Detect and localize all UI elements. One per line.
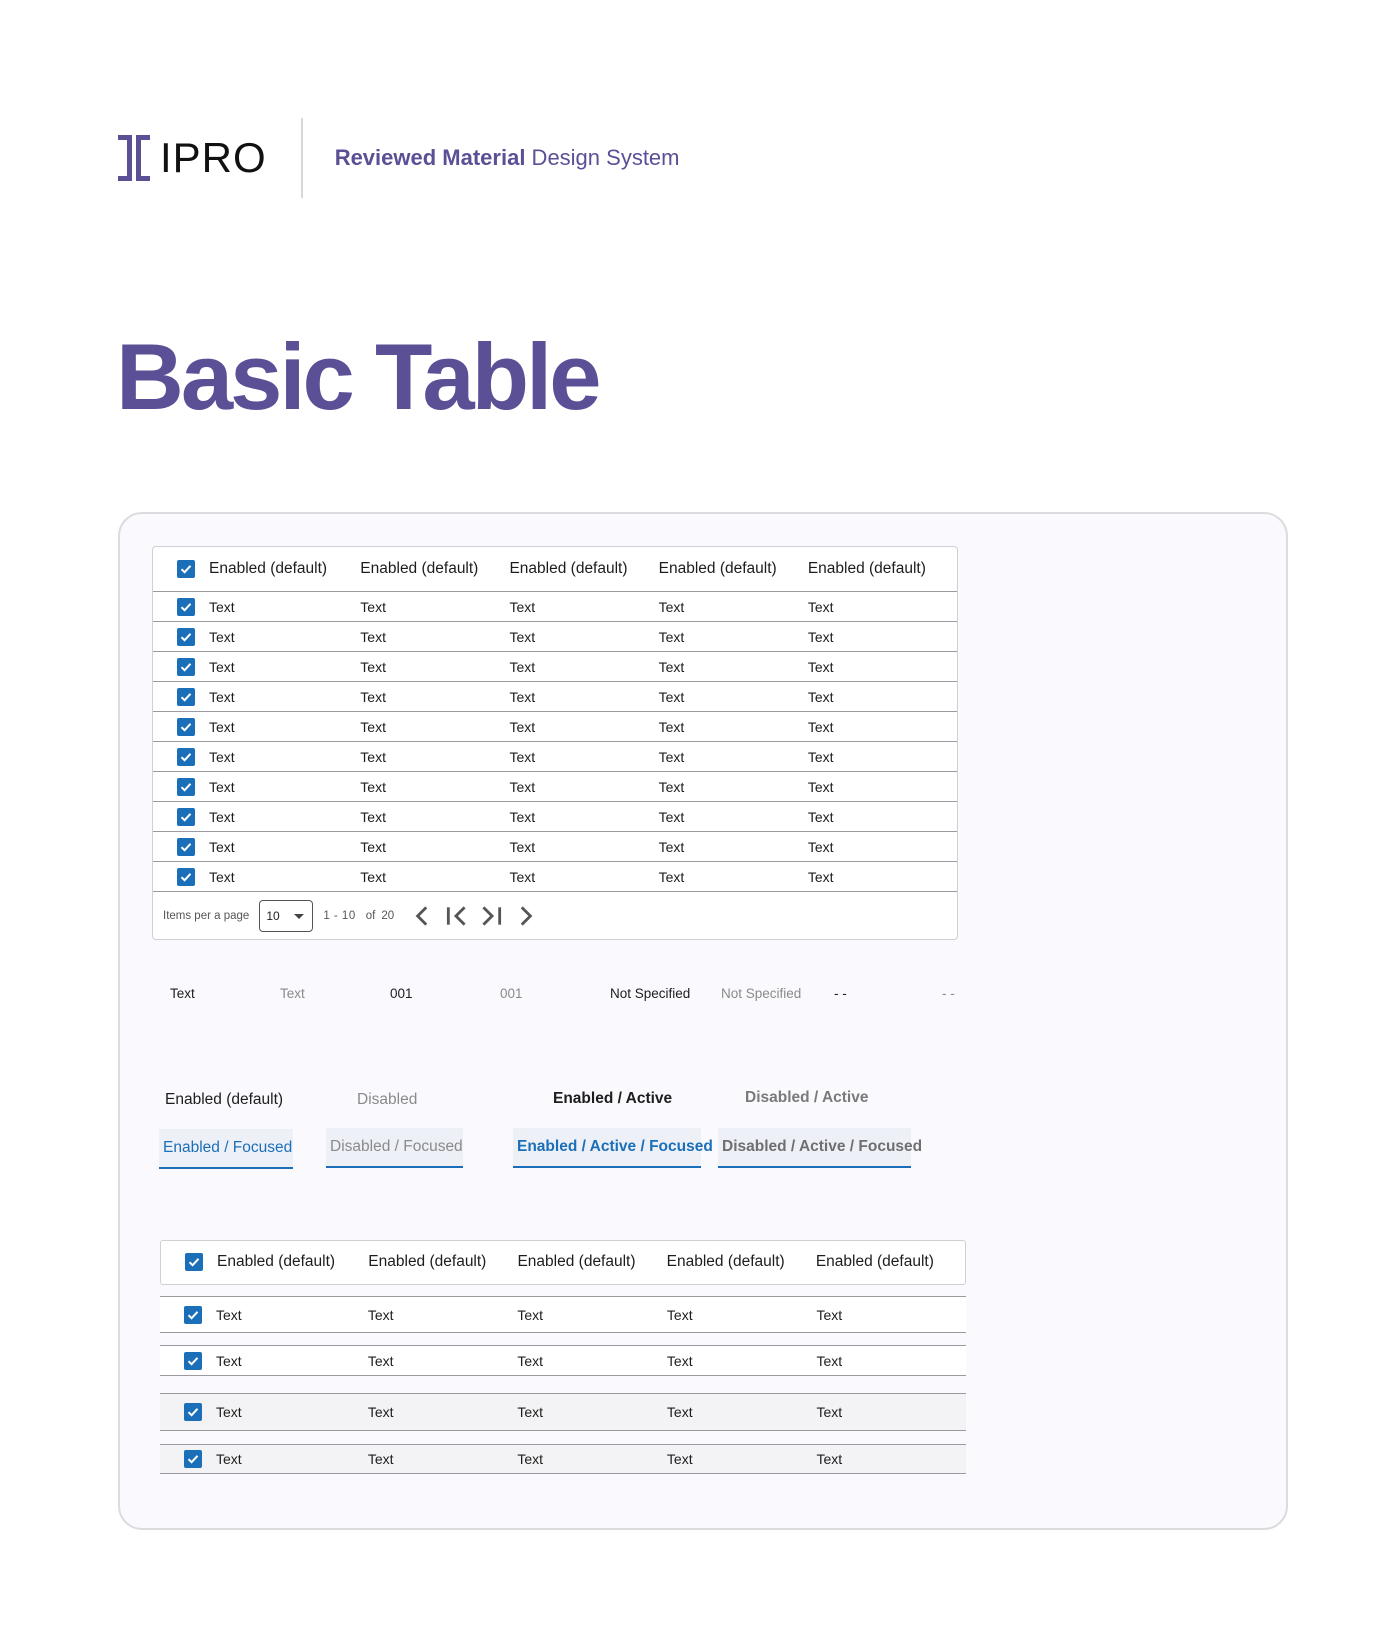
check-icon xyxy=(179,750,193,764)
check-icon xyxy=(179,720,193,734)
table-cell: Text xyxy=(807,838,834,855)
table-header-row xyxy=(160,1240,966,1285)
header-cell[interactable]: Enabled (default) xyxy=(807,560,926,577)
sample-not-specified-disabled: Not Specified xyxy=(721,986,802,1001)
items-per-page-select[interactable] xyxy=(259,900,313,932)
caret-down-icon xyxy=(294,914,304,919)
table-cell: Text xyxy=(360,658,386,675)
check-icon xyxy=(179,780,193,794)
table-cell: Text xyxy=(360,778,386,795)
table-row[interactable] xyxy=(153,592,957,622)
cell-text: Text xyxy=(209,598,235,615)
sample-number-enabled: 001 xyxy=(390,986,413,1001)
check-icon xyxy=(179,562,193,576)
table-cell: Text xyxy=(658,838,685,855)
table-cell: Text xyxy=(360,598,386,615)
check-icon xyxy=(179,810,193,824)
row-checkbox[interactable] xyxy=(177,868,195,886)
logo-text: IPRO xyxy=(160,134,267,181)
cell-text: Text xyxy=(216,1404,242,1420)
last-page-icon xyxy=(478,903,504,929)
table-cell xyxy=(160,1306,368,1324)
header-cell[interactable]: Enabled (default) xyxy=(509,560,628,577)
header-cell[interactable]: Enabled (default) xyxy=(666,1253,785,1270)
table-row[interactable] xyxy=(153,652,957,682)
table-cell: Text xyxy=(509,718,536,735)
table-cell xyxy=(160,1352,368,1370)
table-row[interactable] xyxy=(153,862,957,892)
table-cell: Text xyxy=(367,1306,394,1323)
brand-divider xyxy=(301,118,303,198)
ipro-logo xyxy=(118,118,267,198)
state-enabled-default[interactable]: Enabled (default) xyxy=(165,1091,284,1108)
header-label: Enabled (default) xyxy=(217,1253,336,1270)
sample-number-disabled: 001 xyxy=(500,986,523,1001)
page-of-label: of xyxy=(365,910,376,922)
table-cell: Text xyxy=(360,718,386,735)
table-cell: Text xyxy=(360,688,386,705)
table-cell: Text xyxy=(807,808,834,825)
page-title: Basic Table xyxy=(116,324,599,429)
table-cell: Text xyxy=(816,1451,843,1467)
table-row[interactable] xyxy=(160,1444,966,1474)
cell-text: Text xyxy=(209,808,235,825)
row-checkbox[interactable] xyxy=(177,598,195,616)
table-row[interactable] xyxy=(153,802,957,832)
select-all-checkbox[interactable] xyxy=(185,1253,203,1271)
table-row[interactable] xyxy=(153,712,957,742)
cell-text: Text xyxy=(209,868,235,885)
table-cell: Text xyxy=(360,808,386,825)
table-cell: Text xyxy=(360,628,386,645)
row-checkbox[interactable] xyxy=(184,1306,202,1324)
table-cell: Text xyxy=(509,808,536,825)
table-row[interactable] xyxy=(153,622,957,652)
table-row[interactable] xyxy=(153,742,957,772)
sample-dash-disabled: - - xyxy=(942,986,955,1001)
state-disabled-focused xyxy=(326,1128,463,1168)
table-cell: Text xyxy=(807,868,834,885)
table-cell: Text xyxy=(517,1451,544,1467)
table-cell xyxy=(160,1403,368,1421)
state-disabled: Disabled xyxy=(357,1091,418,1108)
state-label: Disabled / Active / Focused xyxy=(722,1138,923,1155)
chevron-left-icon xyxy=(410,903,436,929)
brand-subtitle xyxy=(335,145,680,171)
table-cell: Text xyxy=(658,868,685,885)
table-cell: Text xyxy=(509,868,536,885)
check-icon xyxy=(186,1308,200,1322)
check-icon xyxy=(179,600,193,614)
table-cell xyxy=(153,598,360,616)
first-page-icon xyxy=(444,903,470,929)
table-cell: Text xyxy=(658,748,685,765)
state-label: Enabled / Active / Focused xyxy=(517,1138,713,1155)
table-cell: Text xyxy=(509,748,536,765)
row-checkbox[interactable] xyxy=(177,658,195,676)
prev-page-button[interactable] xyxy=(406,900,440,932)
state-disabled-active-focused xyxy=(718,1128,923,1168)
table-cell: Text xyxy=(807,718,834,735)
check-icon xyxy=(179,690,193,704)
state-label: Disabled / Focused xyxy=(330,1138,463,1155)
table-cell: Text xyxy=(807,688,834,705)
table-row[interactable] xyxy=(160,1345,966,1376)
cell-text: Text xyxy=(216,1352,242,1369)
table-row[interactable] xyxy=(153,682,957,712)
cell-text: Text xyxy=(209,658,235,675)
table-cell: Text xyxy=(816,1404,843,1420)
state-enabled-focused[interactable] xyxy=(159,1129,293,1169)
chevron-right-icon xyxy=(512,903,538,929)
basic-table xyxy=(152,546,958,940)
row-checkbox[interactable] xyxy=(177,808,195,826)
row-checkbox[interactable] xyxy=(184,1450,202,1468)
state-disabled-active: Disabled / Active xyxy=(745,1089,869,1106)
table-header-row xyxy=(153,547,957,592)
table-cell: Text xyxy=(658,808,685,825)
cell-text: Text xyxy=(209,688,235,705)
table-cell: Text xyxy=(807,658,834,675)
table-cell: Text xyxy=(509,688,536,705)
table-cell: Text xyxy=(509,628,536,645)
table-cell: Text xyxy=(367,1451,394,1467)
table-cell xyxy=(153,808,360,826)
table-cell xyxy=(160,1450,368,1468)
cell-text: Text xyxy=(209,778,235,795)
page-total: 20 xyxy=(381,910,395,922)
cell-text: Text xyxy=(216,1306,242,1323)
sample-text-disabled: Text xyxy=(280,986,305,1001)
last-page-button[interactable] xyxy=(474,900,508,932)
check-icon xyxy=(186,1405,200,1419)
header-cell[interactable]: Enabled (default) xyxy=(517,1253,636,1270)
check-icon xyxy=(179,660,193,674)
row-checkbox[interactable] xyxy=(177,838,195,856)
sample-not-specified-enabled: Not Specified xyxy=(610,986,691,1001)
table-cell xyxy=(153,838,360,856)
header-cell[interactable]: Enabled (default) xyxy=(368,1253,487,1270)
header-cell[interactable]: Enabled (default) xyxy=(360,560,479,577)
table-cell: Text xyxy=(658,628,685,645)
items-per-page-label: Items per a page xyxy=(163,910,250,922)
table-cell: Text xyxy=(509,778,536,795)
table-cell: Text xyxy=(509,658,536,675)
table-cell: Text xyxy=(517,1404,544,1420)
row-checkbox[interactable] xyxy=(177,748,195,766)
table-cell xyxy=(153,868,360,886)
table-cell: Text xyxy=(367,1352,394,1369)
first-page-button[interactable] xyxy=(440,900,474,932)
row-checkbox[interactable] xyxy=(184,1403,202,1421)
table-cell xyxy=(153,658,360,676)
check-icon xyxy=(187,1255,201,1269)
table-cell: Text xyxy=(807,748,834,765)
check-icon xyxy=(179,870,193,884)
table-cell: Text xyxy=(360,748,386,765)
table-cell xyxy=(153,718,360,736)
check-icon xyxy=(179,630,193,644)
table-cell: Text xyxy=(509,838,536,855)
next-page-button[interactable] xyxy=(508,900,542,932)
table-cell: Text xyxy=(807,598,834,615)
table-cell: Text xyxy=(658,688,685,705)
table-row[interactable] xyxy=(160,1296,966,1333)
row-checkbox[interactable] xyxy=(177,778,195,796)
brand-header xyxy=(118,118,680,198)
select-all-checkbox[interactable] xyxy=(177,560,195,578)
items-per-page-value: 10 xyxy=(266,909,280,923)
table-cell: Text xyxy=(666,1404,693,1420)
cell-text: Text xyxy=(216,1451,242,1467)
row-checkbox[interactable] xyxy=(177,628,195,646)
cell-text: Text xyxy=(209,718,235,735)
state-label: Enabled / Focused xyxy=(163,1139,293,1156)
state-enabled-active-focused[interactable] xyxy=(513,1128,713,1168)
table-cell: Text xyxy=(517,1352,544,1369)
check-icon xyxy=(186,1452,200,1466)
table-cell: Text xyxy=(807,778,834,795)
pagination-bar xyxy=(153,892,957,940)
cell-text: Text xyxy=(209,838,235,855)
table-cell: Text xyxy=(666,1451,693,1467)
table-cell: Text xyxy=(360,838,386,855)
table-cell: Text xyxy=(816,1352,843,1369)
table-body xyxy=(153,592,957,892)
table-cell: Text xyxy=(666,1352,693,1369)
cell-text: Text xyxy=(209,748,235,765)
table-cell: Text xyxy=(509,598,536,615)
header-cell[interactable] xyxy=(161,1253,368,1271)
cell-text: Text xyxy=(209,628,235,645)
ipro-logo-mark-icon xyxy=(118,135,152,181)
table-cell: Text xyxy=(658,778,685,795)
table-cell: Text xyxy=(658,658,685,675)
table-cell: Text xyxy=(807,628,834,645)
header-label: Enabled (default) xyxy=(209,560,328,577)
header-cell[interactable]: Enabled (default) xyxy=(815,1253,934,1270)
table-row[interactable] xyxy=(160,1393,966,1431)
table-cell xyxy=(153,688,360,706)
header-cell[interactable]: Enabled (default) xyxy=(658,560,777,577)
brand-subtitle-bold: Reviewed Material xyxy=(334,145,526,170)
table-row[interactable] xyxy=(153,832,957,862)
brand-subtitle-rest: Design System xyxy=(525,145,680,170)
table-cell xyxy=(153,748,360,766)
table-cell: Text xyxy=(367,1404,394,1420)
table-cell: Text xyxy=(816,1306,843,1323)
table-cell: Text xyxy=(666,1306,693,1323)
page-range: 1 - 10 xyxy=(323,910,356,922)
check-icon xyxy=(186,1354,200,1368)
sample-dash-enabled: - - xyxy=(834,986,847,1001)
header-cell[interactable] xyxy=(153,560,360,578)
table-cell: Text xyxy=(658,598,685,615)
row-checkbox[interactable] xyxy=(177,718,195,736)
table-cell xyxy=(153,628,360,646)
table-cell xyxy=(153,778,360,796)
check-icon xyxy=(179,840,193,854)
table-row[interactable] xyxy=(153,772,957,802)
row-checkbox[interactable] xyxy=(184,1352,202,1370)
state-enabled-active[interactable]: Enabled / Active xyxy=(553,1090,673,1107)
table-cell: Text xyxy=(517,1306,544,1323)
table-cell: Text xyxy=(360,868,386,885)
sample-text-enabled: Text xyxy=(170,986,195,1001)
table-cell: Text xyxy=(658,718,685,735)
row-checkbox[interactable] xyxy=(177,688,195,706)
